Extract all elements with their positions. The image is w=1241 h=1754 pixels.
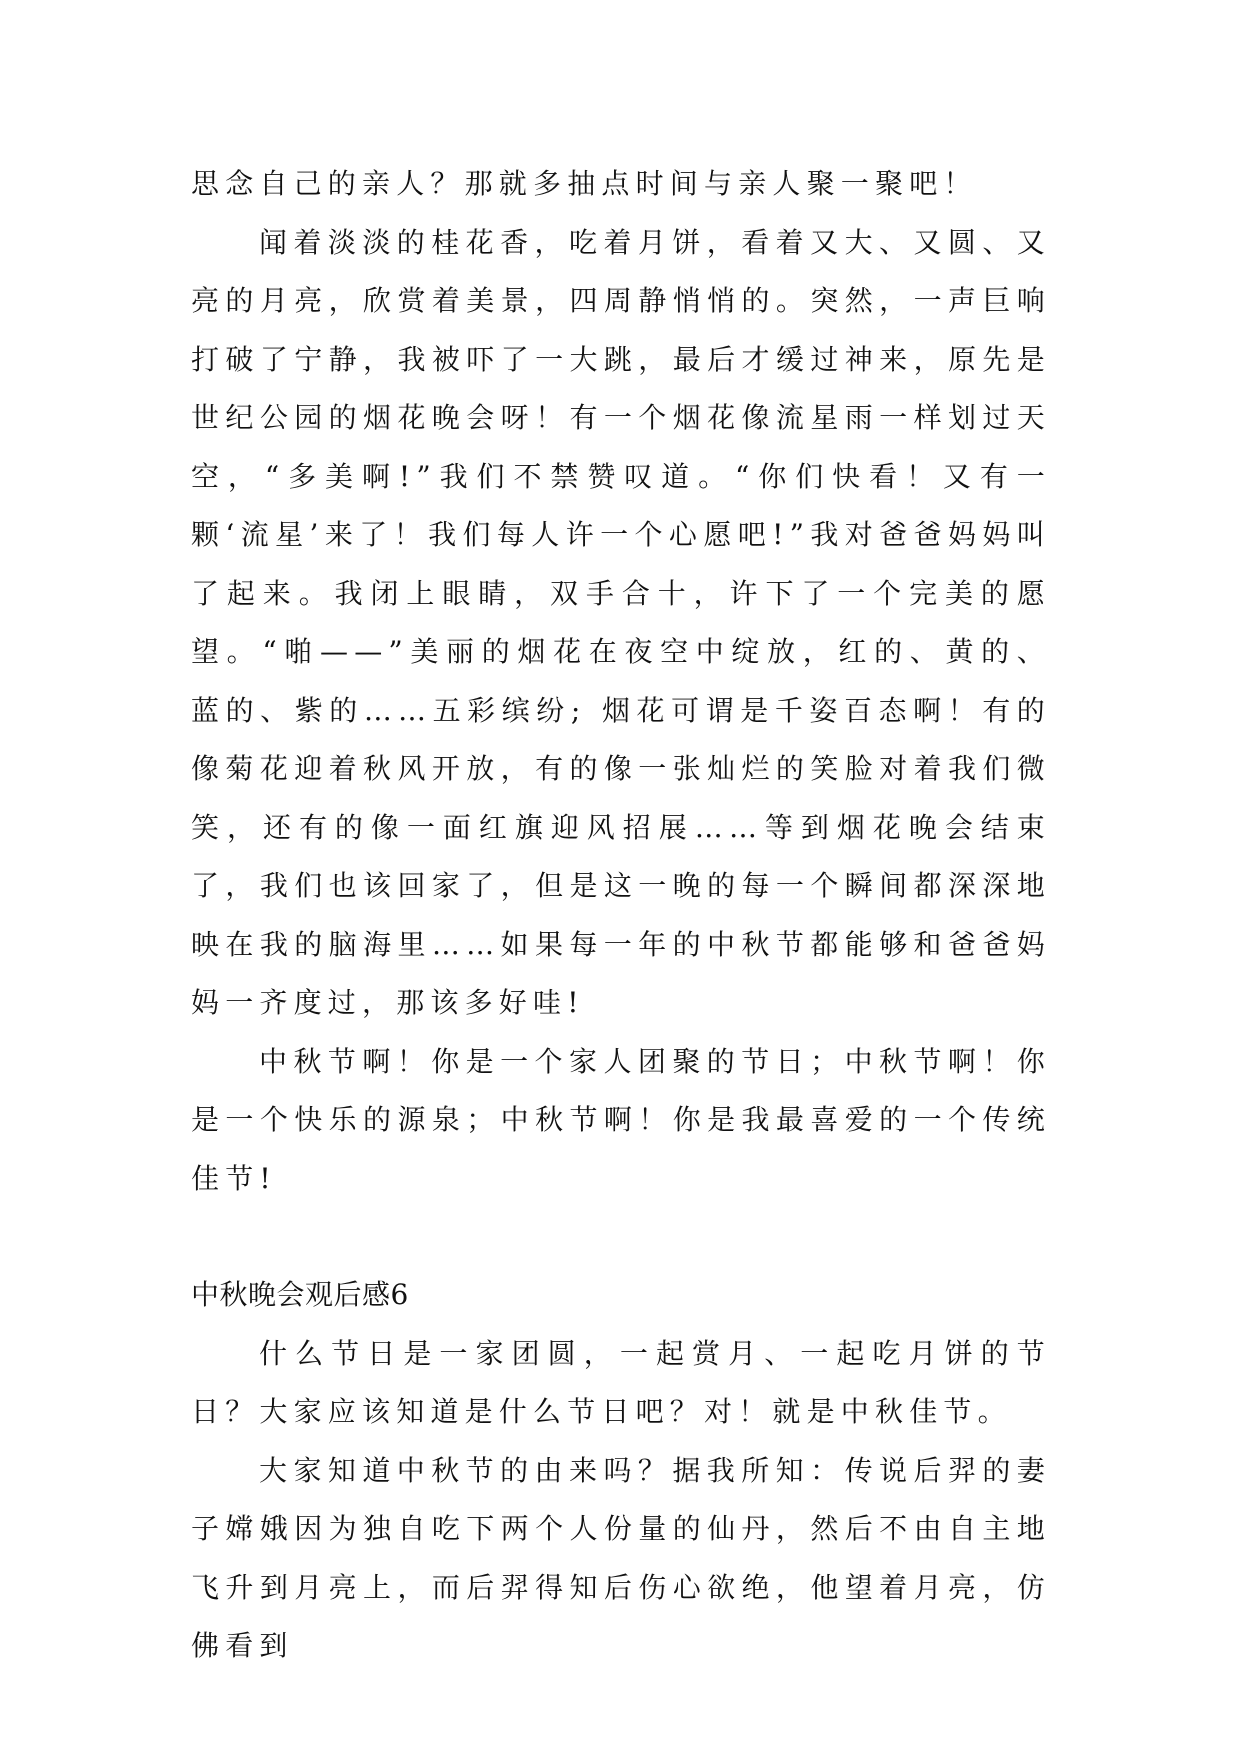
paragraph-legend: 大家知道中秋节的由来吗？据我所知：传说后羿的妻子嫦娥因为独自吃下两个人份量的仙丹，然后不由自主地飞升到月亮上，而后羿得知后伤心欲绝，他望着月亮，仿佛看到 — [191, 1453, 1051, 1662]
paragraph-closing: 中秋节啊！你是一个家人团聚的节日；中秋节啊！你是一个快乐的源泉；中秋节啊！你是我最喜爱的一个传统佳节! — [191, 1044, 1051, 1195]
section-heading: 中秋晚会观后感6 — [191, 1278, 409, 1311]
paragraph-intro: 什么节日是一家团圆，一起赏月、一起吃月饼的节日？大家应该知道是什么节日吧？对！就是中秋佳节。 — [191, 1336, 1051, 1428]
document-body — [191, 155, 1051, 1676]
paragraph-continuation: 思念自己的亲人？那就多抽点时间与亲人聚一聚吧！ — [191, 167, 978, 200]
paragraph-fireworks: 闻着淡淡的桂花香，吃着月饼，看着又大、又圆、又亮的月亮，欣赏着美景，四周静悄悄的。突然，一声巨响打破了宁静，我被吓了一大跳，最后才缓过神来，原先是世纪公园的烟花晚会呀！有一个烟花像流星雨一样划过天空，“多美啊!”我们不禁赞叹道。“你们快看！又有一颗‘流星’来了！我们每人许一个心愿吧!”我对爸爸妈妈叫了起来。我闭上眼睛，双手合十，许下了一个完美的愿望。“啪——”美丽的烟花在夜空中绽放，红的、黄的、蓝的、紫的……五彩缤纷; 烟花可谓是千姿百态啊！有的像菊花迎着秋风开放，有的像一张灿烂的笑脸对着我们微笑，还有的像一面红旗迎风招展……等到烟花晚会结束了，我们也该回家了，但是这一晚的每一个瞬间都深深地映在我的脑海里……如果每一年的中秋节都能够和爸爸妈妈一齐度过，那该多好哇! — [191, 225, 1051, 1019]
section-spacer — [191, 1208, 1051, 1266]
